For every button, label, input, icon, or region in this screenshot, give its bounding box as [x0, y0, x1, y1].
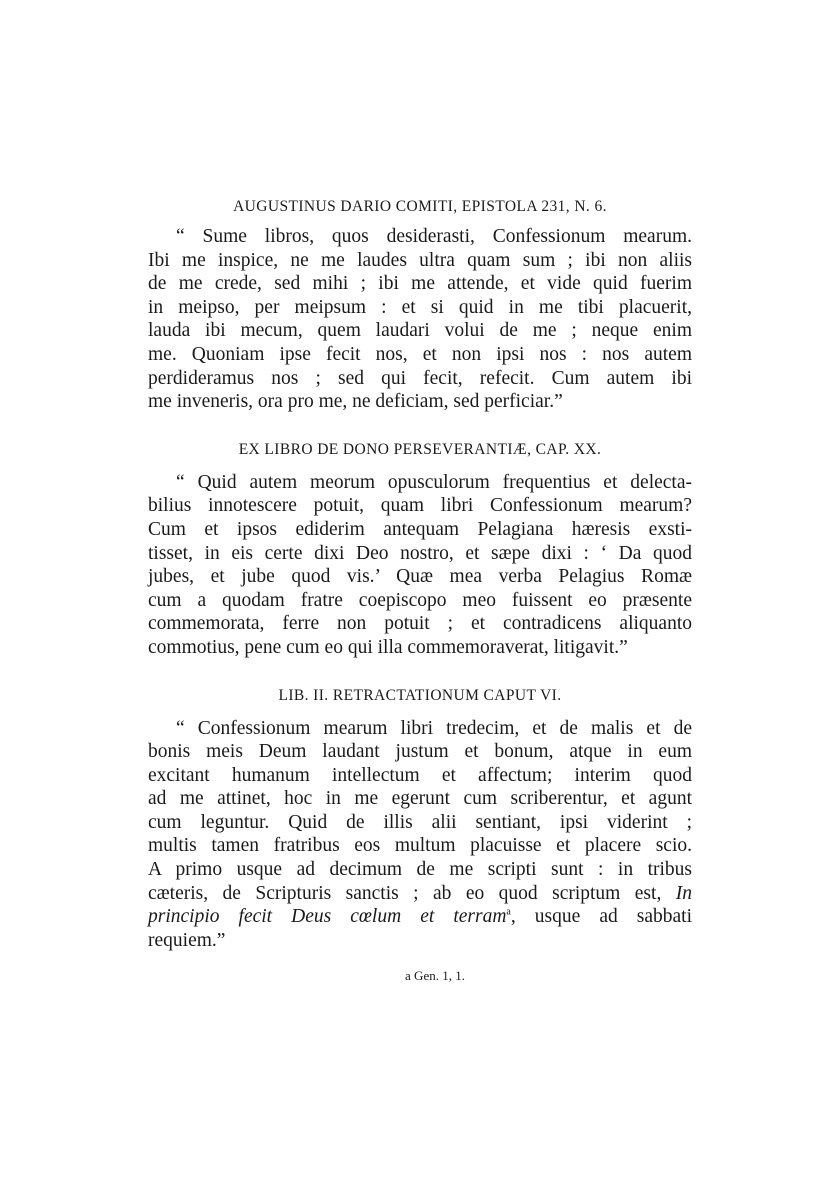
- text-line: me. Quoniam ipse fecit nos, et non ipsi nos : nos autem: [148, 343, 692, 365]
- section-heading: EX LIBRO DE DONO PERSEVERANTIÆ, CAP. XX.: [238, 440, 602, 458]
- text-line: de me crede, sed mihi ; ibi me attende, et vide quid fuerim: [148, 273, 692, 295]
- text-segment: cæteris, de Scripturis sanctis ; ab eo quod scriptum est,: [148, 882, 662, 904]
- quotation-paragraph: [148, 717, 692, 953]
- quotation-paragraph: [148, 225, 692, 414]
- text-line: perdideramus nos ; sed qui fecit, refecit. Cum autem ibi: [148, 367, 692, 389]
- text-line: bonis meis Deum laudant justum et bonum, atque in eum: [148, 741, 692, 763]
- text-line: ad me attinet, hoc in me egerunt cum scriberentur, et agunt: [148, 788, 692, 810]
- text-line: me inveneris, ora pro me, ne deficiam, sed perficiar.”: [148, 391, 563, 413]
- text-line: excitant humanum intellectum et affectum; interim quod: [148, 764, 692, 786]
- text-line: commemorata, ferre non potuit ; et contradicens aliquanto: [148, 613, 692, 635]
- text-line: in meipso, per meipsum : et si quid in me tibi placuerit,: [148, 296, 692, 318]
- text-line: Cum et ipsos ediderim antequam Pelagiana hæresis exsti-: [148, 518, 692, 540]
- italic-text: principio fecit Deus cœlum et terram: [148, 906, 507, 928]
- text-line: requiem.”: [148, 929, 226, 951]
- text-line: Ibi me inspice, ne me laudes ultra quam sum ; ibi non aliis: [148, 249, 692, 271]
- footnote: a Gen. 1, 1.: [405, 968, 465, 984]
- text-segment: , usque ad sabbati: [510, 906, 693, 928]
- text-line: commotius, pene cum eo qui illa commemoraverat, litigavit.”: [148, 636, 628, 658]
- section-heading: AUGUSTINUS DARIO COMITI, EPISTOLA 231, N. 6.: [233, 198, 607, 215]
- section-epistola: [148, 198, 692, 414]
- text-line: [148, 882, 692, 906]
- text-line: [148, 905, 692, 929]
- section-retractationes: [148, 687, 692, 985]
- text-line: “ Sume libros, quos desiderasti, Confessionum mearum.: [176, 226, 692, 247]
- text-line: “ Quid autem meorum opusculorum frequentius et delecta-: [176, 471, 692, 493]
- text-line: “ Confessionum mearum libri tredecim, et de malis et de: [176, 717, 692, 739]
- text-line: tisset, in eis certe dixi Deo nostro, et sæpe dixi : ‘ Da quod: [148, 542, 692, 564]
- text-line: A primo usque ad decimum de me scripti sunt : in tribus: [148, 859, 692, 881]
- text-line: bilius innotescere potuit, quam libri Confessionum mearum?: [148, 495, 692, 517]
- section-de-dono: [148, 441, 692, 660]
- italic-text: In: [675, 882, 693, 904]
- document-page: [148, 198, 692, 984]
- text-line: jubes, et jube quod vis.’ Quæ mea verba Pelagius Romæ: [148, 566, 692, 588]
- footnote-marker: a: [506, 906, 511, 918]
- text-line: cum leguntur. Quid de illis alii sentiant, ipsi viderint ;: [148, 811, 692, 833]
- text-line: lauda ibi mecum, quem laudari volui de me ; neque enim: [148, 320, 692, 342]
- section-heading: LIB. II. RETRACTATIONUM CAPUT VI.: [278, 686, 562, 704]
- text-line: multis tamen fratribus eos multum placuisse et placere scio.: [148, 835, 692, 857]
- text-line: cum a quodam fratre coepiscopo meo fuissent eo præsente: [148, 589, 692, 611]
- quotation-paragraph: [148, 471, 692, 660]
